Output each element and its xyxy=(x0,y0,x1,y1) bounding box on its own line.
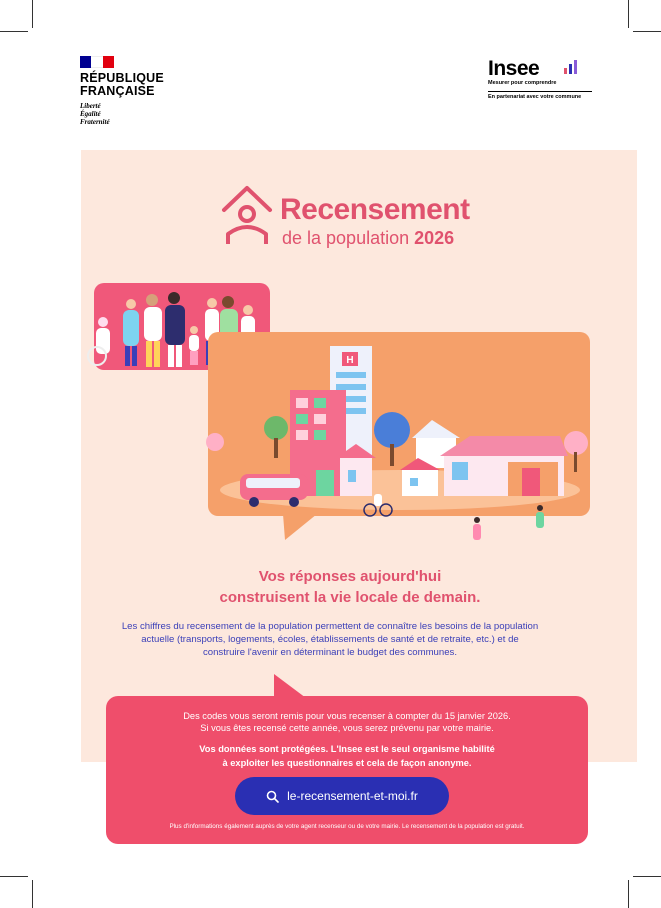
info-line-3: Vos données sont protégées. L'Insee est le seul organisme habilité xyxy=(199,744,495,754)
campaign-year: 2026 xyxy=(414,228,455,248)
info-line-2: Si vous êtes recensé cette année, vous serez prévenu par votre mairie. xyxy=(200,723,494,733)
campaign-subtitle-prefix: de la population xyxy=(282,228,410,248)
search-icon xyxy=(266,790,279,803)
motto-liberte: Liberté xyxy=(80,102,101,110)
republique-name: RÉPUBLIQUE FRANÇAISE xyxy=(80,71,164,98)
insee-partnership: En partenariat avec votre commune xyxy=(488,94,582,100)
campaign-title: Recensement xyxy=(280,193,470,226)
info-line-1: Des codes vous seront remis pour vous recenser à compter du 15 janvier 2026. xyxy=(183,711,511,721)
speech-tail-icon xyxy=(270,674,310,698)
info-box xyxy=(106,696,588,844)
info-footer: Plus d'informations également auprès de votre agent recenseur ou de votre mairie. Le recensement de la population est gratuit. xyxy=(169,823,525,830)
motto-egalite: Égalité xyxy=(80,110,101,118)
website-url[interactable]: le-recensement-et-moi.fr xyxy=(287,789,418,803)
headline-line-1: Vos réponses aujourd'hui xyxy=(258,568,442,585)
headline xyxy=(100,566,600,608)
insee-wordmark: Insee xyxy=(488,57,540,80)
motto-fraternite: Fraternité xyxy=(80,118,110,126)
town-bubble xyxy=(206,332,590,540)
info-codes-text xyxy=(106,710,588,734)
info-line-4: à exploiter les questionnaires et cela de façon anonyme. xyxy=(222,758,472,768)
website-link-button[interactable] xyxy=(235,777,449,815)
description-text: Les chiffres du recensement de la population permettent de connaître les besoins de la population actuelle (transports, logements, écoles, établissements de santé et de retraite, etc.) et de construire l'avenir en déterminant le budget des communes. xyxy=(121,621,539,658)
svg-text:H: H xyxy=(346,355,354,366)
insee-tagline: Mesurer pour comprendre xyxy=(488,80,557,86)
headline-line-2: construisent la vie locale de demain. xyxy=(219,589,481,606)
info-protection-text xyxy=(106,742,588,770)
